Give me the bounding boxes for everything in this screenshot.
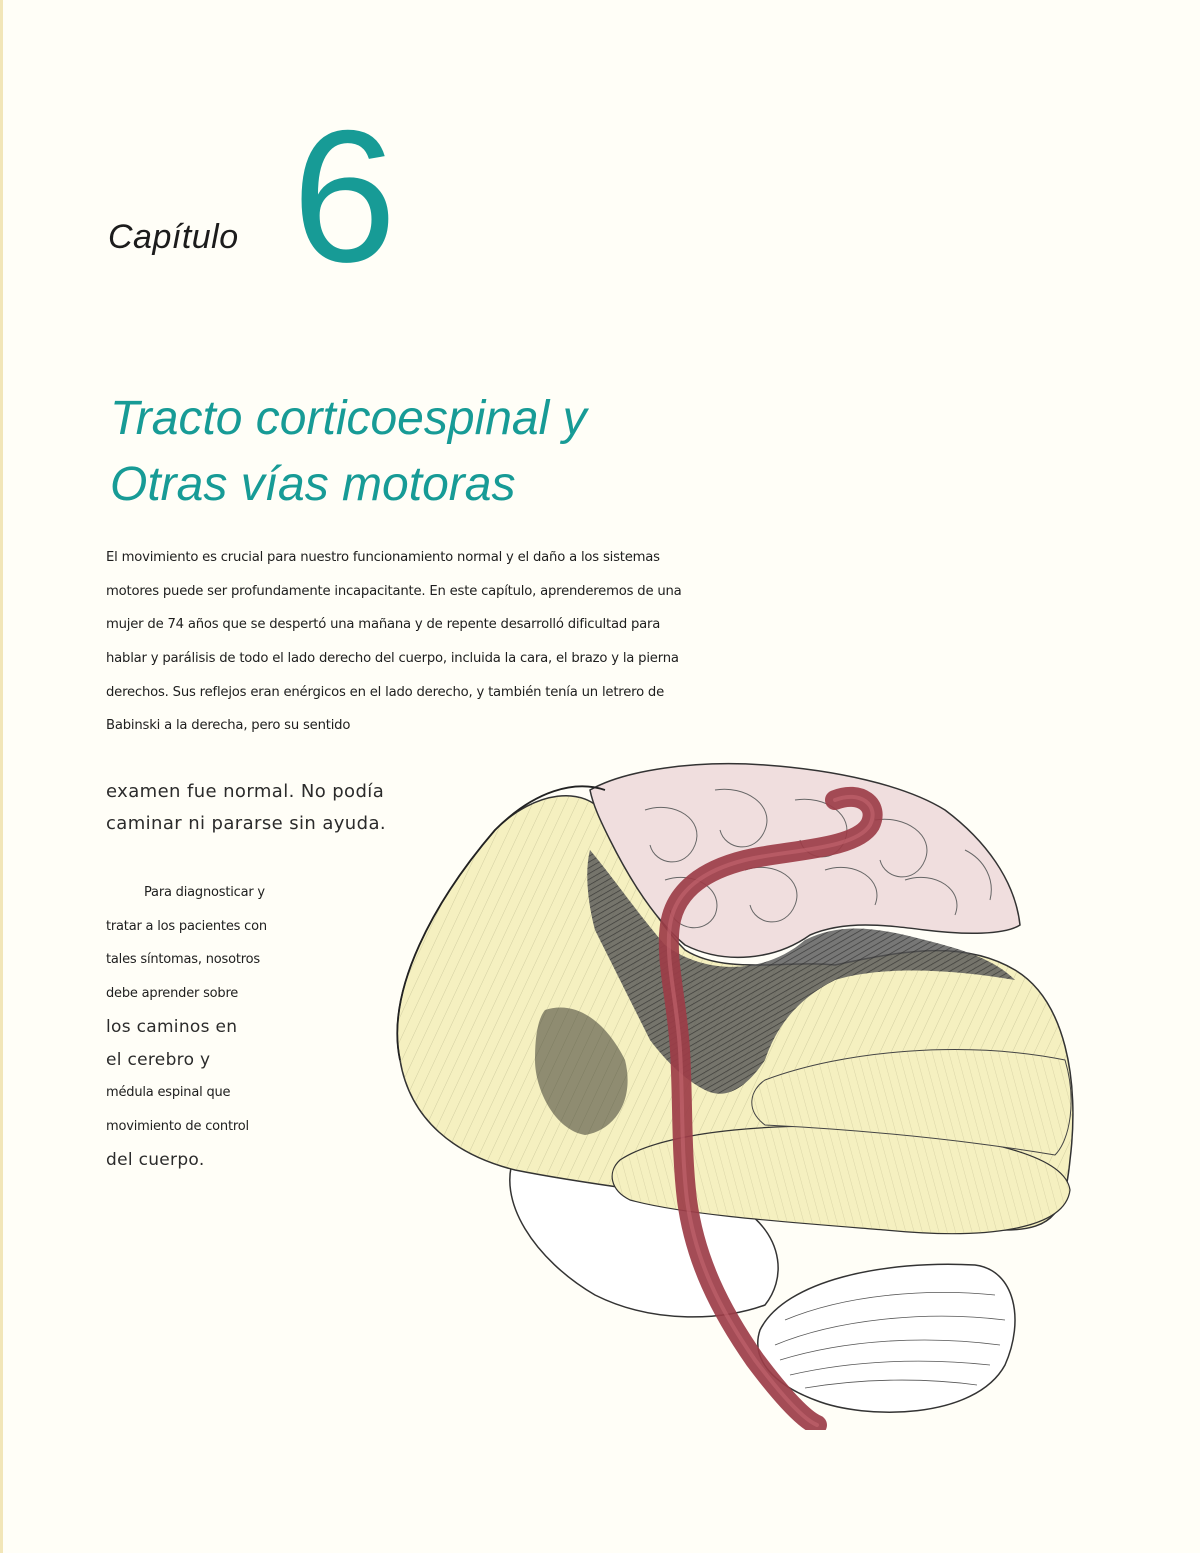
side-line: los caminos en (106, 1017, 238, 1037)
intro-line: motores puede ser profundamente incapacitante. En este capítulo, aprenderemos de una (106, 583, 682, 599)
side-line: del cuerpo. (106, 1150, 205, 1170)
side-line: tratar a los pacientes con (106, 918, 267, 934)
intro-line: hablar y parálisis de todo el lado derecho del cuerpo, incluida la cara, el brazo y la pierna (106, 651, 679, 667)
side-paragraph (106, 882, 267, 1182)
intro-line: derechos. Sus reflejos eran enérgicos en el lado derecho, y también tenía un letrero de (106, 684, 665, 700)
cerebellum (758, 1264, 1015, 1412)
side-line: movimiento de control (106, 1118, 249, 1134)
intro-line: Babinski a la derecha, pero su sentido (106, 718, 351, 734)
chapter-title-line-2: Otras vías motoras (110, 458, 516, 511)
side-line: el cerebro y (106, 1050, 211, 1070)
side-line: debe aprender sobre (106, 985, 239, 1001)
exam-line: examen fue normal. No podía (106, 781, 385, 802)
brain-illustration (365, 760, 1085, 1430)
chapter-title-line-1: Tracto corticoespinal y (110, 392, 587, 445)
exam-line: caminar ni pararse sin ayuda. (106, 813, 386, 834)
chapter-number: 6 (292, 91, 397, 301)
exam-paragraph (106, 778, 386, 842)
intro-line: El movimiento es crucial para nuestro funcionamiento normal y el daño a los sistemas (106, 550, 660, 565)
intro-line: mujer de 74 años que se despertó una mañana y de repente desarrolló dificultad para (106, 617, 661, 633)
page-edge (0, 0, 3, 1553)
chapter-title (110, 386, 587, 518)
side-line: médula espinal que (106, 1085, 231, 1100)
chapter-label: Capítulo (108, 218, 239, 256)
side-line: Para diagnosticar y (144, 885, 265, 900)
side-line: tales síntomas, nosotros (106, 952, 260, 967)
intro-paragraph (106, 548, 746, 750)
